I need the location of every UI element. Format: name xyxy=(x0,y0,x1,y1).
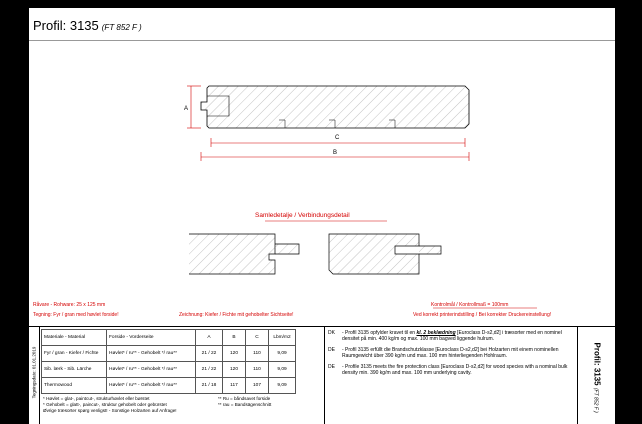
note: * Gehobelt = glatt-, paincut-, struktur gehobelt oder gebürstet xyxy=(43,402,167,408)
table-cell: 120 xyxy=(223,346,246,362)
table-cell: 117 xyxy=(223,378,246,394)
drawing-date: Tegningsdato: 01.01.2019 xyxy=(31,346,37,399)
table-cell: Sib. lærk - Sib. Lärche xyxy=(42,362,107,378)
table-cell: 9,09 xyxy=(269,378,296,394)
table-cell: 107 xyxy=(246,378,269,394)
table-row xyxy=(42,362,296,378)
table-header: Forside - Vorderseite xyxy=(107,330,196,346)
fire-class-info xyxy=(328,330,574,381)
table-cell: Høvlet* / ru** - Gehobelt */ rau** xyxy=(107,362,196,378)
detail-title: Samledetalje / Verbindungsdetail xyxy=(255,212,350,219)
drawing-sheet xyxy=(29,8,615,424)
table-cell: Høvlet* / ru** - Gehobelt */ rau** xyxy=(107,346,196,362)
joint-detail-left xyxy=(189,234,299,274)
table-header: C xyxy=(246,330,269,346)
note: * Høvlet = glat-, paintcut-, strukturhøvlet eller børstet xyxy=(43,396,150,401)
fire-row-dk: DK - Profil 3135 opfylder kravet til en kl. 2 beklædning [Euroclass D-s2,d2] i træsorter med en nominel densitet på min. 400 kg/m og max. 100 mm bagved liggende hulrum. xyxy=(328,330,562,342)
page-subtitle: (FT 852 F ) xyxy=(101,23,142,32)
raw-material: Råvare - Rohware: 25 x 125 mm xyxy=(33,302,106,308)
table-cell: 21 / 22 xyxy=(196,362,223,378)
table-cell: 21 / 22 xyxy=(196,346,223,362)
title-block-label: Profil: 3135 (FT 852 F ) xyxy=(592,342,602,413)
control-note: Ved korrekt printerindstilling / Bei korrekter Druckereinstellung! xyxy=(413,312,552,318)
joint-detail-right xyxy=(329,234,441,274)
drawing-note-de: Zeichnung: Kiefer / Fichte mit gehobelter Sichtseite! xyxy=(179,312,294,318)
note: ** Ru = båndsavet forside xyxy=(218,396,271,401)
table-header-row xyxy=(42,330,296,346)
table-cell: 110 xyxy=(246,346,269,362)
material-table xyxy=(41,329,296,394)
profile-drawing xyxy=(29,8,615,326)
table-header: Lbm/m2 xyxy=(269,330,296,346)
dim-a-label: A xyxy=(184,106,189,112)
note: ** rau = Bandsägenschnitt xyxy=(218,402,272,408)
table-cell: 21 / 18 xyxy=(196,378,223,394)
table-cell: Thermowood xyxy=(42,378,107,394)
table-header: A xyxy=(196,330,223,346)
footnotes xyxy=(43,396,272,415)
main-profile xyxy=(201,86,469,128)
panel-divider xyxy=(324,326,325,424)
date-sidebar xyxy=(29,326,40,424)
table-cell: 9,09 xyxy=(269,346,296,362)
page-title: Profil: 3135 (FT 852 F ) xyxy=(33,18,142,33)
title-block xyxy=(577,326,615,424)
table-row xyxy=(42,378,296,394)
table-row xyxy=(42,346,296,362)
note: Øvrige træsorter spørg venligst! - Sonstige Holzarten auf Anfrage! xyxy=(43,408,177,414)
drawing-note-dk: Tegning: Fyr / gran med høvlet forside! xyxy=(33,312,119,318)
table-header: B xyxy=(223,330,246,346)
table-cell: 9,09 xyxy=(269,362,296,378)
table-cell: Høvlet* / ru** - Gehobelt */ rau** xyxy=(107,378,196,394)
fire-row-de: DE - Profil 3135 erfüllt die Brandschutzklasse [Euroclass D-s2,d2] bei Holzarten mit einem nominellen Raumgewicht über 390 kg/m und max. 100 mm hinterliegenden Hohlraum. xyxy=(328,347,559,359)
table-cell: Fyr / gran - Kiefer / Fichte xyxy=(42,346,107,362)
control-label: Kontrolmål / Kontrollmaß = 100mm xyxy=(431,302,509,308)
table-cell: 110 xyxy=(246,362,269,378)
table-header: Materiale - Material xyxy=(42,330,107,346)
dim-c-label: C xyxy=(335,135,340,141)
fire-row-en: DE - Profile 3135 meets the fire protection class [Euroclass D-s2,d2] for wood species with a nominal bulk density min. 390 kg/m and max. 100 mm underlying cavity. xyxy=(328,364,568,376)
table-cell: 120 xyxy=(223,362,246,378)
dim-b-label: B xyxy=(333,150,338,156)
